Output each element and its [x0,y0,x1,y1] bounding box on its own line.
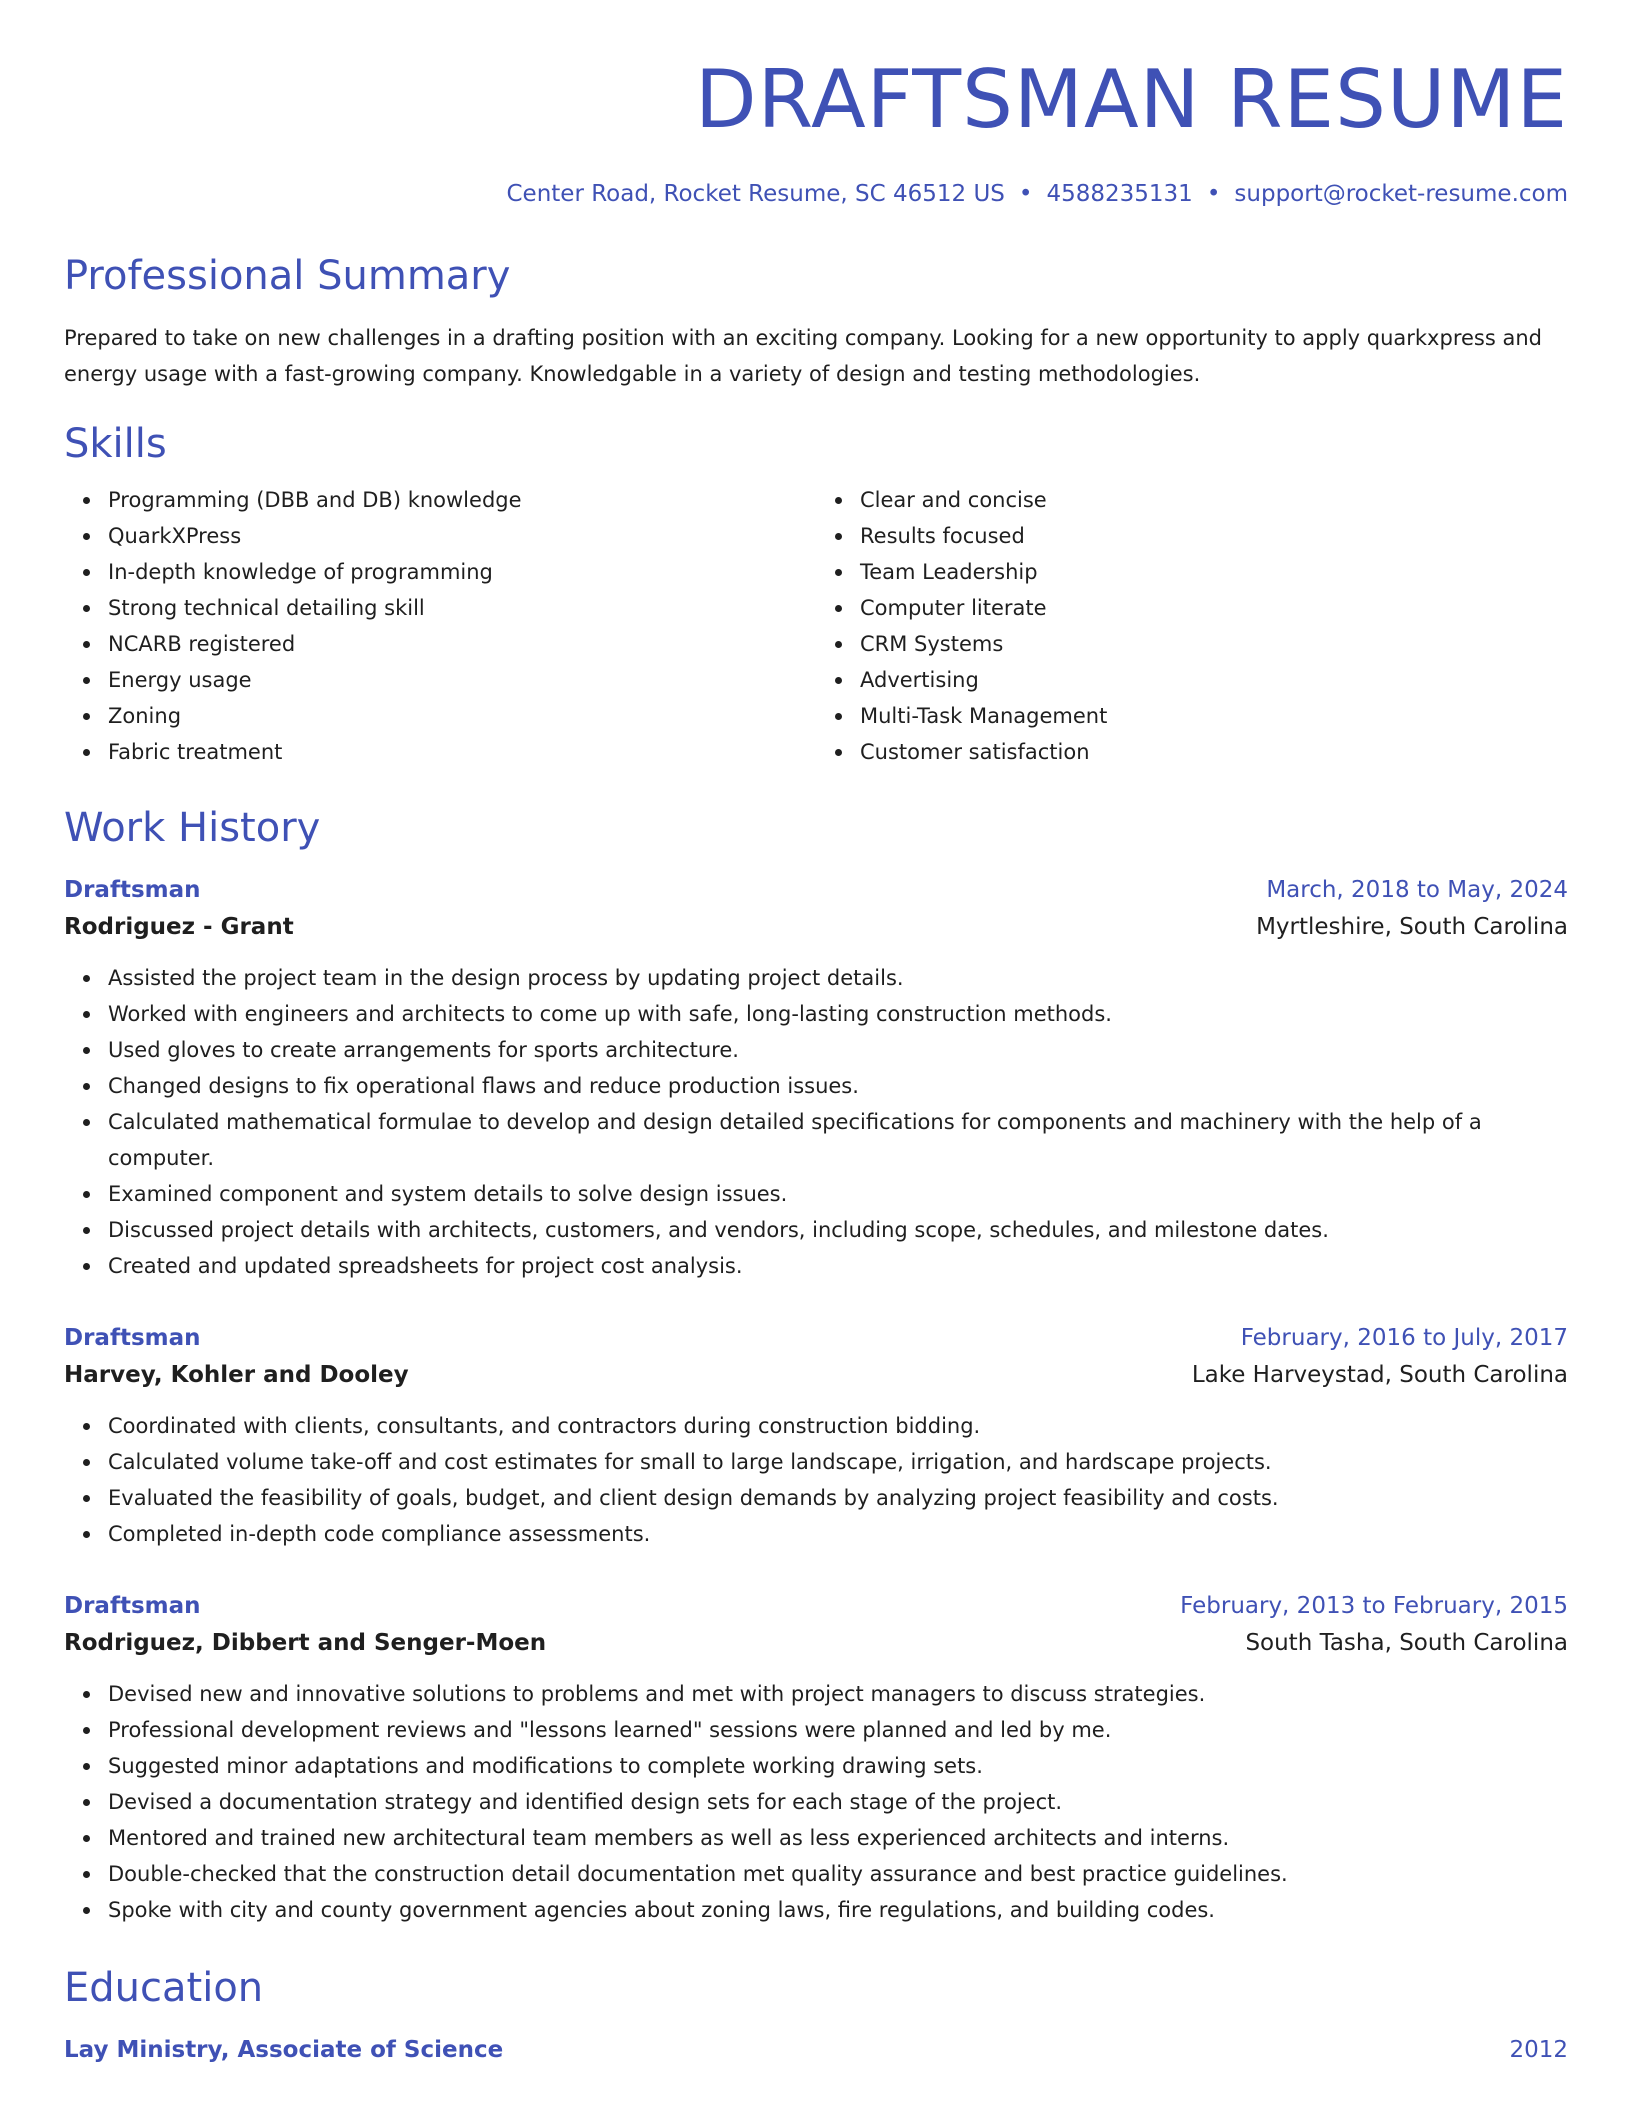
job-bullet: Discussed project details with architects, customers, and vendors, including scope, schedules, and milestone dates. [108,1212,1568,1248]
skill-item: Computer literate [860,590,1568,626]
contact-phone: 4588235131 [1046,181,1193,207]
contact-line [64,178,1568,210]
job-bullet: Calculated mathematical formulae to develop and design detailed specifications for components and machinery with the help of a computer. [108,1104,1568,1176]
skill-item: Advertising [860,662,1568,698]
job-bullet: Completed in-depth code compliance assessments. [108,1516,1568,1552]
job-bullet: Created and updated spreadsheets for project cost analysis. [108,1248,1568,1284]
resume-name: DRAFTSMAN RESUME [695,53,1568,146]
skill-item: Multi-Task Management [860,698,1568,734]
job-location: Myrtleshire, South Carolina [1256,914,1568,940]
job-entry [64,1320,1568,1552]
job-entry [64,1588,1568,1928]
skills-column-left [64,482,816,770]
skill-item: Clear and concise [860,482,1568,518]
skill-item: In-depth knowledge of programming [108,554,816,590]
job-bullet: Changed designs to fix operational flaws and reduce production issues. [108,1068,1568,1104]
job-dates: February, 2016 to July, 2017 [1240,1325,1568,1351]
job-dates: February, 2013 to February, 2015 [1180,1593,1568,1619]
summary-text: Prepared to take on new challenges in a drafting position with an exciting company. Looking for a new opportunity to apply quarkxpress and energy usage with a fast-growing company. Knowledgable in a variety of design and testing methodologies. [64,326,1542,386]
job-header-row [64,1320,1568,1356]
job-bullet: Professional development reviews and "lessons learned" sessions were planned and led by me. [108,1712,1568,1748]
job-bullet: Worked with engineers and architects to come up with safe, long-lasting construction methods. [108,996,1568,1032]
skill-item: QuarkXPress [108,518,816,554]
skill-item: Zoning [108,698,816,734]
job-header-row [64,872,1568,908]
skills-column-right [816,482,1568,770]
skill-item: Strong technical detailing skill [108,590,816,626]
skill-item: Programming (DBB and DB) knowledge [108,482,816,518]
education-degree: Lay Ministry, Associate of Science [64,2037,504,2063]
job-entry [64,872,1568,1284]
education-entry [64,2032,1568,2068]
job-company-row [64,908,1568,946]
job-company: Rodriguez, Dibbert and Senger-Moen [64,1630,547,1656]
resume-header [64,52,1568,210]
job-bullet: Spoke with city and county government agencies about zoning laws, fire regulations, and building codes. [108,1892,1568,1928]
skill-item: Team Leadership [860,554,1568,590]
job-bullet: Used gloves to create arrangements for sports architecture. [108,1032,1568,1068]
job-title: Draftsman [64,1325,201,1351]
job-bullet: Examined component and system details to solve design issues. [108,1176,1568,1212]
contact-separator: • [1018,181,1033,207]
job-header-row [64,1588,1568,1624]
job-bullet: Double-checked that the construction detail documentation met quality assurance and best practice guidelines. [108,1856,1568,1892]
job-bullet: Evaluated the feasibility of goals, budget, and client design demands by analyzing project feasibility and costs. [108,1480,1568,1516]
job-bullet: Mentored and trained new architectural team members as well as less experienced architects and interns. [108,1820,1568,1856]
job-company-row [64,1624,1568,1662]
job-bullet: Devised new and innovative solutions to problems and met with project managers to discuss strategies. [108,1676,1568,1712]
job-company: Harvey, Kohler and Dooley [64,1362,409,1388]
skill-item: NCARB registered [108,626,816,662]
skill-item: Results focused [860,518,1568,554]
job-dates: March, 2018 to May, 2024 [1266,877,1568,903]
section-title-work-history: Work History [64,805,321,851]
contact-address: Center Road, Rocket Resume, SC 46512 US [506,181,1005,207]
skill-item: Energy usage [108,662,816,698]
job-bullet: Devised a documentation strategy and identified design sets for each stage of the project. [108,1784,1568,1820]
section-title-summary: Professional Summary [64,253,511,299]
job-bullets [64,960,1568,1284]
job-bullet: Calculated volume take-off and cost estimates for small to large landscape, irrigation, and hardscape projects. [108,1444,1568,1480]
job-bullet: Suggested minor adaptations and modifications to complete working drawing sets. [108,1748,1568,1784]
job-bullet: Assisted the project team in the design process by updating project details. [108,960,1568,996]
job-company: Rodriguez - Grant [64,914,294,940]
job-title: Draftsman [64,877,201,903]
job-bullet: Coordinated with clients, consultants, and contractors during construction bidding. [108,1408,1568,1444]
job-bullets [64,1408,1568,1552]
skills-list [64,482,1568,770]
contact-separator: • [1206,181,1221,207]
section-title-education: Education [64,1965,264,2011]
skill-item: Customer satisfaction [860,734,1568,770]
job-title: Draftsman [64,1593,201,1619]
contact-email: support@rocket-resume.com [1234,181,1568,207]
skill-item: CRM Systems [860,626,1568,662]
job-location: South Tasha, South Carolina [1245,1630,1568,1656]
section-title-skills: Skills [64,421,167,467]
education-year: 2012 [1509,2037,1568,2063]
skill-item: Fabric treatment [108,734,816,770]
job-company-row [64,1356,1568,1394]
job-bullets [64,1676,1568,1928]
job-location: Lake Harveystad, South Carolina [1191,1362,1568,1388]
